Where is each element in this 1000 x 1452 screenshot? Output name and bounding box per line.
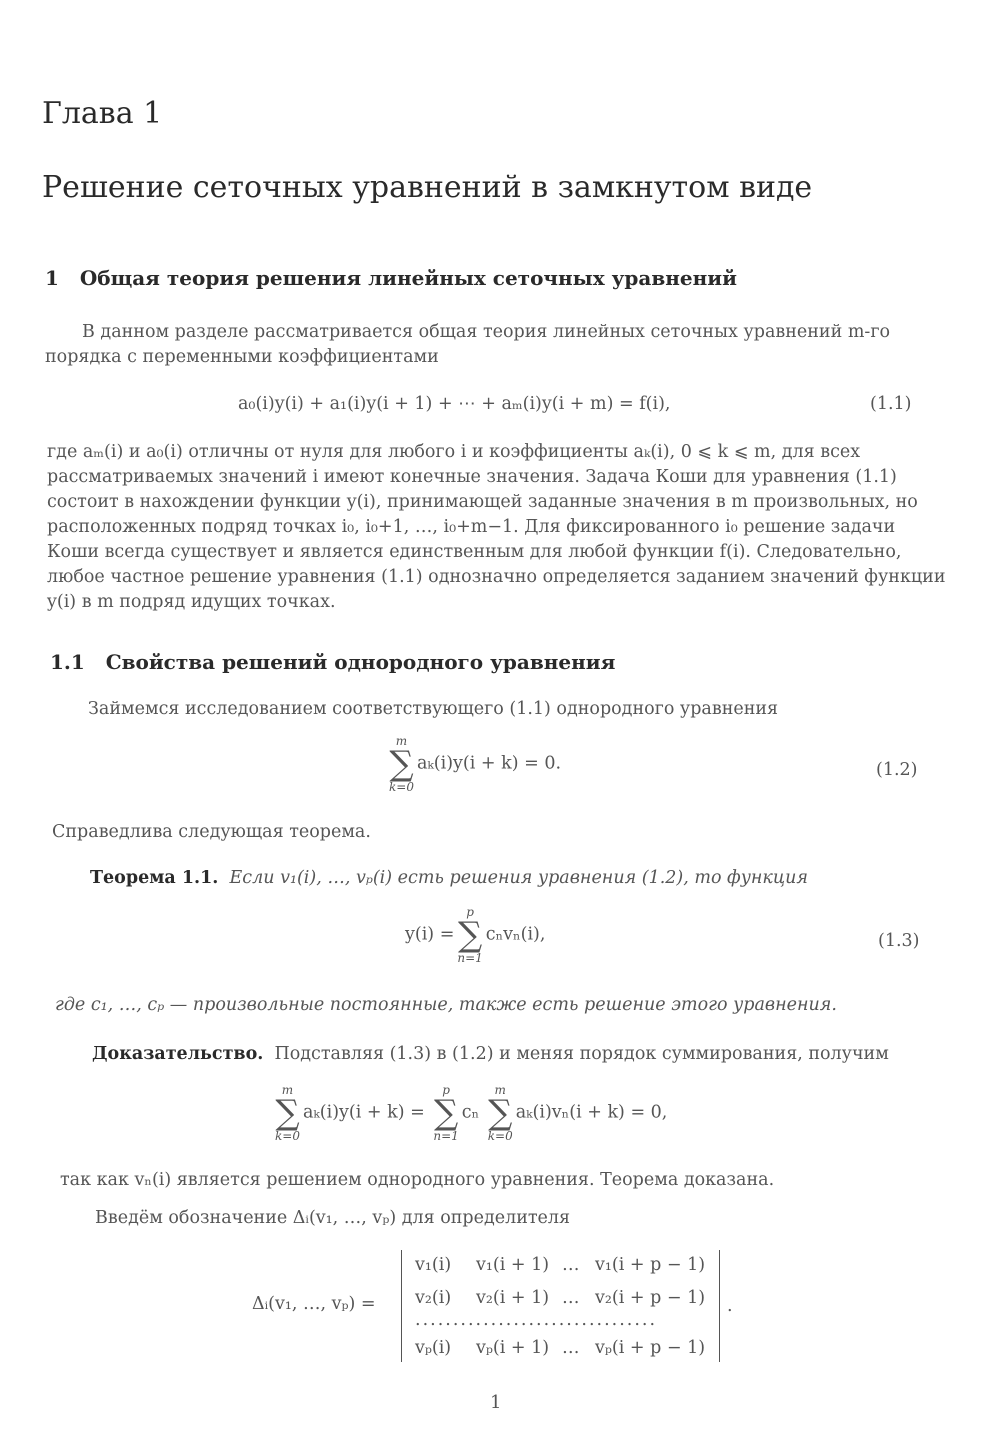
para1-line-2: рассматриваемых значений i имеют конечные значения. Задача Коши для уравнения (1.1)	[47, 467, 897, 487]
para2: Займемся исследованием соответствующего (1.1) однородного уравнения	[88, 699, 779, 719]
equation-1-1: a₀(i)y(i) + a₁(i)y(i + 1) + ⋯ + aₘ(i)y(i + m) = f(i),	[238, 394, 671, 414]
theorem-statement	[90, 866, 808, 891]
det-cell: v₂(i + 1)	[476, 1288, 550, 1308]
theorem-head: Теорема 1.1.	[90, 868, 219, 888]
subsection-title: Свойства решений однородного уравнения	[105, 650, 616, 674]
para1-line-7: y(i) в m подряд идущих точках.	[47, 592, 336, 612]
det-dots-row: ................................	[415, 1310, 658, 1330]
sum-symbol: m ∑ k=0	[275, 1083, 300, 1143]
para1-line-4: расположенных подряд точках i₀, i₀+1, …, i₀+m−1. Для фиксированного i₀ решение задачи	[47, 517, 896, 537]
equation-1-2: m ∑ k=0 aₖ(i)y(i + k) = 0.	[389, 734, 562, 794]
subsection-number: 1.1	[50, 650, 85, 674]
det-cell: …	[562, 1338, 580, 1358]
proof-text: Подставляя (1.3) в (1.2) и меняя порядок суммирования, получим	[274, 1044, 889, 1064]
determinant-right-bar	[719, 1250, 720, 1362]
para3: Справедлива следующая теорема.	[52, 822, 371, 842]
determinant-end: .	[727, 1296, 733, 1316]
para4: Введём обозначение Δᵢ(v₁, …, vₚ) для определителя	[95, 1208, 571, 1228]
det-cell: vₚ(i + 1)	[476, 1338, 550, 1358]
equation-1-3: y(i) = p ∑ n=1 cₙvₙ(i),	[405, 905, 546, 965]
equation-1-2-number: (1.2)	[876, 760, 918, 780]
sum-symbol: m ∑ k=0	[487, 1083, 513, 1143]
proof-head: Доказательство.	[92, 1044, 264, 1064]
determinant-lhs: Δᵢ(v₁, …, vₚ) =	[252, 1294, 376, 1314]
section-heading	[45, 266, 737, 290]
intro-line-2: порядка с переменными коэффициентами	[45, 347, 439, 367]
para1-line-6: любое частное решение уравнения (1.1) однозначно определяется заданием значений функции	[47, 567, 946, 587]
theorem-text: Если v₁(i), …, vₚ(i) есть решения уравнения (1.2), то функция	[229, 868, 808, 888]
para1-line-5: Коши всегда существует и является единственным для любой функции f(i). Следовательно,	[47, 542, 902, 562]
theorem-after: где c₁, …, cₚ — произвольные постоянные, также есть решение этого уравнения.	[55, 995, 837, 1015]
intro-line-1: В данном разделе рассматривается общая теория линейных сеточных уравнений m-го	[82, 322, 891, 342]
para1-line-3: состоит в нахождении функции y(i), принимающей заданные значения в m произвольных, но	[47, 492, 918, 512]
det-cell: v₁(i + 1)	[476, 1255, 550, 1275]
chapter-label: Глава 1	[42, 96, 163, 131]
section-number: 1	[45, 266, 59, 290]
det-cell: v₂(i)	[415, 1288, 452, 1308]
det-cell: v₁(i + p − 1)	[595, 1255, 706, 1275]
det-cell: vₚ(i + p − 1)	[595, 1338, 706, 1358]
proof-intro	[92, 1042, 889, 1067]
equation-proof: m ∑ k=0 aₖ(i)y(i + k) = p ∑ n=1 cₙ m ∑ k=0 aₖ(i)vₙ(i + k) = 0,	[275, 1083, 668, 1143]
proof-after: так как vₙ(i) является решением однородного уравнения. Теорема доказана.	[60, 1170, 775, 1190]
section-title: Общая теория решения линейных сеточных уравнений	[79, 266, 737, 290]
det-cell: …	[562, 1255, 580, 1275]
det-cell: vₚ(i)	[415, 1338, 452, 1358]
page-number: 1	[490, 1392, 502, 1413]
det-cell: …	[562, 1288, 580, 1308]
sum-symbol: m ∑ k=0	[389, 734, 414, 794]
sum-symbol: p ∑ n=1	[433, 1083, 459, 1143]
det-cell: v₁(i)	[415, 1255, 452, 1275]
equation-1-3-number: (1.3)	[878, 931, 920, 951]
sum-symbol: p ∑ n=1	[457, 905, 483, 965]
para1-line-1: где aₘ(i) и a₀(i) отличны от нуля для любого i и коэффициенты aₖ(i), 0 ⩽ k ⩽ m, для всех	[47, 442, 861, 462]
det-cell: v₂(i + p − 1)	[595, 1288, 706, 1308]
subsection-heading	[50, 650, 615, 674]
determinant-left-bar	[401, 1250, 402, 1362]
chapter-title: Решение сеточных уравнений в замкнутом виде	[42, 170, 813, 205]
equation-1-1-number: (1.1)	[870, 394, 912, 414]
